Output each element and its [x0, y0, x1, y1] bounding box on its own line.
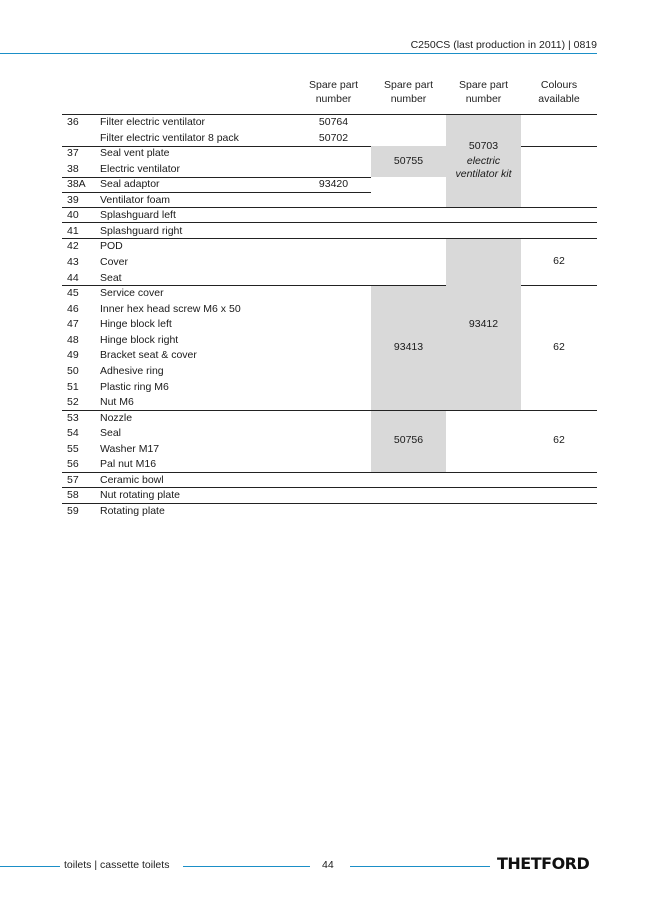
- row-number: 56: [67, 458, 79, 471]
- footer-rule-left: [0, 866, 60, 867]
- footer-rule-mid: [183, 866, 310, 867]
- row-description: Ceramic bowl: [100, 473, 164, 486]
- header-rule: [0, 53, 597, 54]
- part-93412: 93412: [468, 318, 499, 330]
- row-description: Nut M6: [100, 396, 134, 409]
- row-number: 37: [67, 147, 79, 160]
- row-number: 44: [67, 271, 79, 284]
- row-number: 52: [67, 396, 79, 409]
- row-number: 54: [67, 427, 79, 440]
- row-description: Splashguard right: [100, 224, 183, 237]
- row-number: 40: [67, 209, 79, 222]
- row-number: 53: [67, 411, 79, 424]
- row-number: 49: [67, 349, 79, 362]
- table-divider: [521, 285, 597, 286]
- row-spare-part: 50702: [318, 131, 349, 144]
- table-divider: [62, 222, 597, 223]
- table-divider: [62, 487, 597, 488]
- row-spare-part: 50764: [318, 116, 349, 128]
- table-divider: [62, 410, 597, 411]
- row-number: 58: [67, 489, 79, 502]
- row-description: Adhesive ring: [100, 364, 164, 377]
- row-number: 36: [67, 116, 79, 128]
- table-divider: [62, 114, 597, 115]
- row-description: Bracket seat & cover: [100, 349, 197, 362]
- row-description: Nut rotating plate: [100, 489, 180, 502]
- header-spare-part-3: Spare part number: [458, 79, 509, 105]
- row-description: Service cover: [100, 287, 164, 300]
- row-description: Ventilator foam: [100, 193, 171, 206]
- row-description: Filter electric ventilator: [100, 116, 206, 128]
- row-description: Cover: [100, 256, 129, 269]
- colour-nozzle: 62: [553, 434, 565, 446]
- row-number: 39: [67, 193, 79, 206]
- header-spare-part-2: Spare part number: [383, 79, 434, 105]
- table-divider: [62, 146, 371, 147]
- table-divider: [62, 207, 597, 208]
- thetford-logo: THETFORD: [497, 854, 590, 873]
- colour-service: 62: [553, 341, 565, 353]
- row-number: 45: [67, 287, 79, 300]
- table-divider: [62, 238, 597, 239]
- row-number: 38: [67, 162, 79, 175]
- footer-section: toilets | cassette toilets: [64, 859, 170, 871]
- header-colours-available: Colours available: [538, 79, 580, 105]
- footer-rule-right: [350, 866, 490, 867]
- row-description: Filter electric ventilator 8 pack: [100, 131, 239, 144]
- kit-50703-number: 50703: [468, 140, 499, 152]
- row-number: 51: [67, 380, 79, 393]
- part-50755: 50755: [393, 155, 424, 167]
- row-description: Hinge block right: [100, 333, 179, 346]
- row-description: Seal vent plate: [100, 147, 170, 160]
- row-description: Seat: [100, 271, 122, 284]
- part-50756: 50756: [393, 434, 424, 446]
- page-header-title: C250CS (last production in 2011) | 0819: [410, 39, 597, 51]
- row-spare-part: 93420: [318, 178, 349, 191]
- row-number: 38A: [67, 178, 86, 191]
- page-number: 44: [322, 859, 334, 871]
- row-description: Seal: [100, 427, 122, 440]
- row-description: Splashguard left: [100, 209, 176, 222]
- table-divider: [62, 192, 371, 193]
- table-divider: [62, 177, 371, 178]
- table-divider: [521, 146, 597, 147]
- table-divider: [62, 472, 597, 473]
- row-number: 43: [67, 256, 79, 269]
- table-divider: [62, 503, 597, 504]
- kit-50703-label: electric ventilator kit: [455, 155, 512, 180]
- part-93413: 93413: [393, 341, 424, 353]
- row-number: 42: [67, 240, 79, 253]
- row-number: 55: [67, 442, 79, 455]
- row-description: Rotating plate: [100, 505, 165, 517]
- row-number: 57: [67, 473, 79, 486]
- row-description: Pal nut M16: [100, 458, 157, 471]
- header-spare-part-1: Spare part number: [308, 79, 359, 105]
- row-description: Nozzle: [100, 411, 133, 424]
- row-number: 47: [67, 318, 79, 331]
- table-divider: [62, 285, 446, 286]
- colour-pod: 62: [553, 255, 565, 267]
- row-description: POD: [100, 240, 123, 253]
- row-number: 41: [67, 224, 79, 237]
- row-description: Washer M17: [100, 442, 160, 455]
- row-description: Inner hex head screw M6 x 50: [100, 302, 241, 315]
- row-description: Plastic ring M6: [100, 380, 169, 393]
- row-number: 59: [67, 505, 79, 517]
- row-description: Electric ventilator: [100, 162, 180, 175]
- row-description: Hinge block left: [100, 318, 172, 331]
- row-number: 48: [67, 333, 79, 346]
- row-description: Seal adaptor: [100, 178, 160, 191]
- row-number: 50: [67, 364, 79, 377]
- row-number: 46: [67, 302, 79, 315]
